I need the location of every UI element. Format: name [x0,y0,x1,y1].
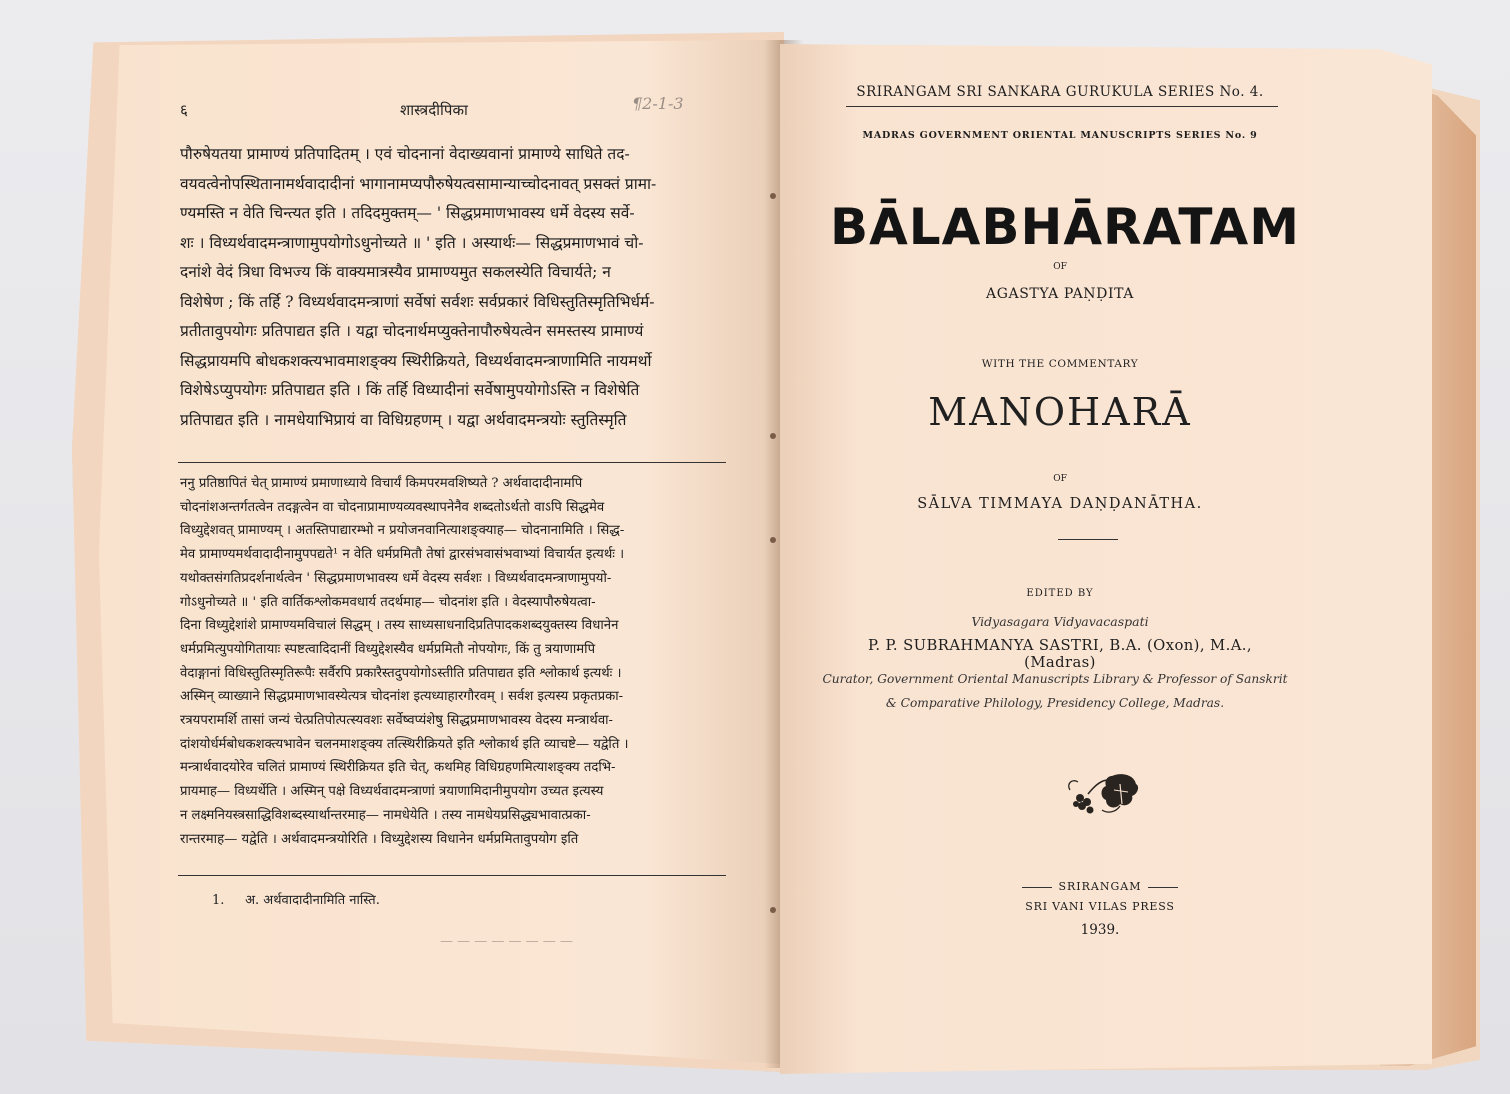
text-divider [178,462,726,463]
commentary-line: दांशयोर्धर्मबोधकशक्त्यभावेन चलनमाशङ्क्य तत्स्थिरीक्रियते इति श्लोकार्थ इति व्याचष्टे— यद्वेति । [180,736,629,752]
dash-right [1148,887,1178,888]
footnote-divider [178,875,726,876]
vine-leaf-ornament-icon [1062,770,1142,816]
commentary-line: गोऽधुनोच्यते ॥ ' इति वार्तिकश्लोकमवधार्य तदर्थमाह— चोदनांश इति । वेदस्यापौरुषेयत्वा- [180,594,596,610]
commentary-line: प्रायमाह— विध्यर्थेति । अस्मिन् पक्षे विध्यर्थवादमन्त्राणां त्रयाणामिदानीमुपयोग उच्यत इत्यस्य [180,784,604,800]
editor-position-line-2: & Comparative Philology, Presidency College, Madras. [885,696,1225,710]
imprint-place [1010,880,1190,893]
commentary-block [180,472,725,851]
commentary-line: रत्रयपरामर्शि तासां जन्यं चेत्प्रतिपोत्पत्स्यवशः सर्वेष्वप्यंशेषु सिद्धप्रमाणभावस्य वेदस्य मन्त्रार्थवा- [180,713,614,729]
short-rule [1058,539,1118,540]
with-commentary-label: WITH THE COMMENTARY [981,358,1139,370]
dash-left [1022,887,1052,888]
author-name: AGASTYA PAṆḌITA [986,286,1134,302]
commentary-title: MANOHARĀ [928,390,1192,434]
commentary-line: मेव प्रामाण्यमर्थवादादीनामुपपद्यते¹ न वेति धर्मप्रमितौ तेषां द्वारसंभवासंभवाभ्यां विचार्यत इत्यर्थः । [180,547,625,563]
editor-name: P. P. SUBRAHMANYA SASTRI, B.A. (Oxon), M.A., (Madras) [867,637,1253,671]
editor-position [815,667,1295,715]
commentary-author: SĀLVA TIMMAYA DAṆḌANĀTHA. [917,496,1203,512]
commentary-line: मन्त्रार्थवादयोरेव चलितं प्रामाण्यं स्थिरीक्रियत इति चेत्, कथमिह विधिग्रहणमित्याशङ्क्य तदभि- [180,760,616,776]
binding-stitch [770,193,776,199]
pencil-mark: ¶2-1-3 [632,94,684,113]
main-text-block [180,140,725,435]
commentary-line: ननु प्रतिष्ठापितं चेत् प्रामाण्यं प्रमाणाध्याये विचार्यं किमपरमवशिष्यते ? अर्थवादादीनामपि [180,476,583,491]
commentary-line: अस्मिन् व्याख्याने सिद्धप्रमाणभावस्येत्यत्र चोदनांश इत्यध्याहारगौरवम् । सर्वश इत्यस्य प्रकृतप्रका- [180,689,624,705]
series-line-1: SRIRANGAM SRI SANKARA GURUKULA SERIES No. 4. [856,84,1264,100]
footnote-text: अ. अर्थवादादीनामिति नास्ति. [245,893,380,908]
text-line: विशेषेऽप्युपयोगः प्रतिपाद्यत इति । किं तर्हि विध्यादीनां सर्वेषामुपयोगोऽस्ति न विशेषेति [180,381,640,399]
binding-stitch [770,907,776,913]
page-number: ६ [180,101,188,119]
series-rule [846,106,1278,107]
left-page-header [180,94,725,124]
commentary-line: विध्युद्देशवत् प्रामाण्यम् । अतस्तिपाद्यारम्भो न प्रयोजनवानित्याशङ्क्याह— चोदनानामिति । सिद्ध- [180,523,625,539]
commentary-line: धर्मप्रमित्युपयोगितायाः स्पष्टत्वादिदानीं विध्युद्देशस्यैव धर्मप्रमितौ नोपयोगः, किं तु त्रयाणामपि [180,641,596,657]
commentary-line: दिना विध्युद्देशांशे प्रामाण्यमविचालं सिद्धम् । तस्य साध्यसाधनादिप्रतिपादकशब्दयुक्तस्य विधानेन [180,618,619,634]
faint-show-through: — — — — — — — — [440,934,573,949]
binding-stitch [770,433,776,439]
imprint-press: SRI VANI VILAS PRESS [1025,900,1175,913]
running-title: शास्त्रदीपिका [400,101,468,119]
commentary-line: न लक्ष्मनियस्त्रसाद्धिविशब्दस्यार्थान्तरमाह— नामधेयेति । तस्य नामधेयप्रसिद्ध्यभावात्प्रका- [180,807,591,823]
commentary-line: यथोक्तसंगतिप्रदर्शनार्थत्वेन ' सिद्धप्रमाणभावस्य धर्मे वेदस्य सर्वशः । विध्यर्थवादमन्त्राणामुपयो- [180,570,612,586]
text-line: दनांशे वेदं त्रिधा विभज्य किं वाक्यमात्रस्यैव प्रामाण्यमुत सकलस्येति विचार्यते; न [180,263,611,281]
of-label: OF [1053,262,1067,272]
text-line: विशेषेण ; किं तर्हि ? विध्यर्थवादमन्त्राणां सर्वेषां सर्वशः सर्वप्रकारं विधिस्तुतिस्मृतिभिर्धर्म- [180,292,655,311]
text-line: प्रतीतावुपयोगः प्रतिपाद्यत इति । यद्वा चोदनार्थमप्युक्तेनापौरुषेयत्वेन समस्तस्य प्रामाण्यं [180,322,644,340]
text-line: ण्यमस्ति न वेति चिन्त्यत इति । तदिदमुक्तम्— ' सिद्धप्रमाणभावस्य धर्मे वेदस्य सर्वे- [180,204,635,222]
text-line: वयवत्वेनोपस्थितानामर्थवादादीनां भागानामप्यपौरुषेयत्वसामान्याच्चोदनावत् प्रसक्तं प्रामा- [180,174,657,193]
footnote [212,890,380,908]
series-line-2: MADRAS GOVERNMENT ORIENTAL MANUSCRIPTS SERIES No. 9 [862,130,1258,141]
text-line: शः । विध्यर्थवादमन्त्राणामुपयोगोऽधुनोच्यते ॥ ' इति । अस्यार्थः— सिद्धप्रमाणभावं चो- [180,233,644,252]
commentary-line: रान्तरमाह— यद्वेति । अर्थवादमन्त्रयोरिति । विध्युद्देशस्य विधानेन धर्मप्रमितावुपयोग इति [180,831,579,847]
text-line: प्रतिपाद्यत इति । नामधेयाभिप्रायं वा विधिग्रहणम् । यद्वा अर्थवादमन्त्रयोः स्तुतिस्मृति [180,410,627,429]
of-label-2: OF [1053,474,1067,484]
editor-position-line-1: Curator, Government Oriental Manuscripts Library & Professor of Sanskrit [822,672,1288,686]
imprint-year: 1939. [1080,922,1120,938]
editor-honorifics: Vidyasagara Vidyavacaspati [971,614,1149,629]
commentary-line: वेदाङ्गानां विधिस्तुतिस्मृतिरूपैः सर्वैरपि प्रकारैस्तदुपयोगोऽस्तीति प्रतिपाद्यत इति श्लोकार्थ इत्यर्थः । [180,665,622,681]
edited-by-label: EDITED BY [1026,588,1094,599]
commentary-line: चोदनांशअन्तर्गतत्वेन तदङ्गत्वेन वा चोदनाप्रामाण्यव्यवस्थापनेनैव शब्दतोऽर्थतो वाऽपि सिद्धमेव [180,499,605,515]
place-text: SRIRANGAM [1058,880,1142,893]
footnote-number: 1. [212,893,225,908]
book-title: BĀLABHĀRATAM [830,198,1301,256]
text-line: पौरुषेयतया प्रामाण्यं प्रतिपादितम् । एवं चोदनानां वेदाख्यवानां प्रामाण्ये साधिते तद- [180,145,630,163]
binding-stitch [770,537,776,543]
text-line: सिद्धप्रायमपि बोधकशक्त्यभावमाशङ्क्य स्थिरीक्रियते, विध्यर्थवादमन्त्राणामिति नायमर्थो [180,351,652,370]
